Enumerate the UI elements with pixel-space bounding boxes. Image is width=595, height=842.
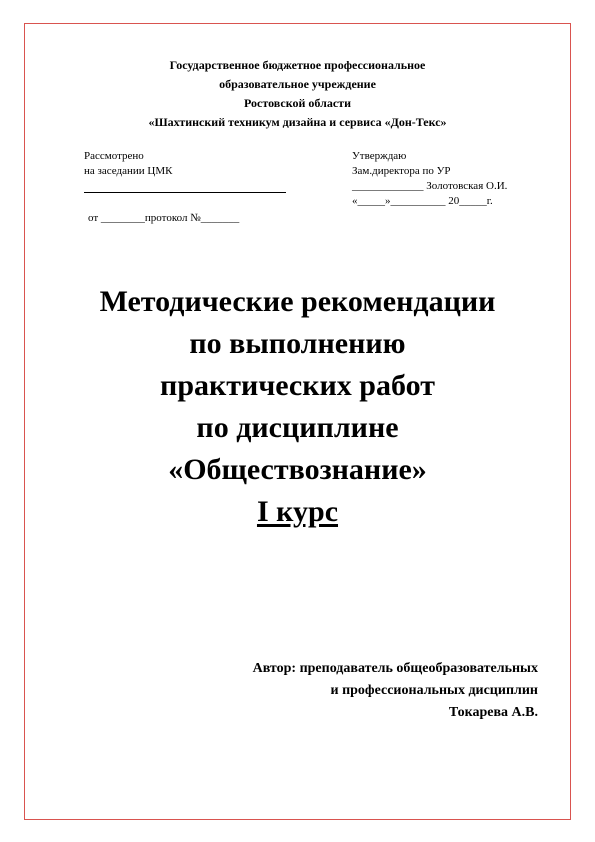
author-block	[253, 658, 538, 724]
review-committee: на заседании ЦМК	[84, 165, 173, 177]
protocol-line: от ________протокол №_______	[88, 212, 240, 224]
author-line-2: и профессиональных дисциплин	[330, 683, 538, 698]
document-title	[24, 281, 571, 533]
header-line-1: Государственное бюджетное профессиональное	[169, 58, 426, 72]
approval-label: Утверждаю	[352, 150, 407, 162]
title-line-2: по выполнению	[189, 327, 406, 360]
header-line-3: Ростовской области	[244, 96, 351, 110]
institution-header	[24, 56, 571, 132]
approval-block	[352, 149, 507, 209]
approval-position: Зам.директора по УР	[352, 165, 451, 177]
signature-line	[84, 192, 286, 193]
title-line-1: Методические рекомендации	[99, 285, 496, 318]
author-line-1: Автор: преподаватель общеобразовательных	[252, 661, 538, 676]
header-line-4: «Шахтинский техникум дизайна и сервиса «Дон-Текс»	[148, 115, 447, 129]
review-block	[84, 149, 286, 226]
review-label: Рассмотрено	[84, 150, 144, 162]
course-label: I курс	[256, 495, 339, 528]
header-line-2: образовательное учреждение	[219, 77, 376, 91]
approval-date: «_____»__________ 20_____г.	[352, 195, 493, 207]
title-line-4: по дисциплине	[196, 411, 399, 444]
title-line-5: «Обществознание»	[168, 453, 427, 486]
author-name: Токарева А.В.	[448, 705, 538, 720]
title-line-3: практических работ	[160, 369, 435, 402]
approval-signature: _____________ Золотовская О.И.	[352, 180, 508, 192]
